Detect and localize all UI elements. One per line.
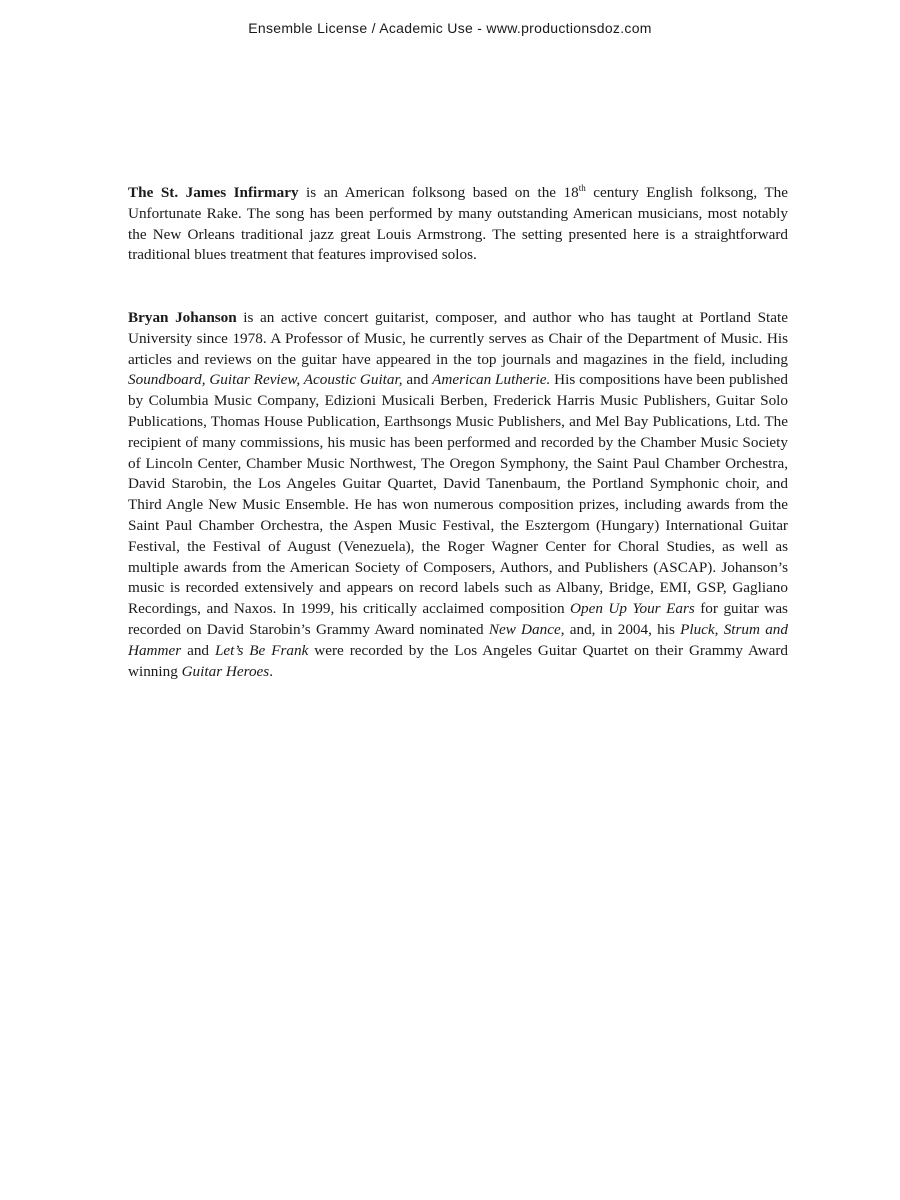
bio-italic-2: American Lutherie.	[432, 371, 551, 389]
bio-italic-1: Soundboard, Guitar Review, Acoustic Guitar,	[128, 371, 403, 389]
bio-text-7: were recorded by the Los Angeles Guitar Quartet on their Grammy Award winning	[128, 641, 788, 680]
bio-italic-4: New Dance	[488, 620, 561, 638]
bio-text-4: for guitar was recorded on David Starobin’s Grammy Award nominated	[128, 600, 788, 638]
bio-italic-6: Let’s Be Frank	[214, 641, 309, 659]
bio-text-5: , and, in 2004, his	[560, 620, 681, 638]
intro-paragraph	[128, 183, 788, 266]
bio-text-1: is an active concert guitarist, composer, and author who has taught at Portland State University since 1978. A Professor of Music, he currently serves as Chair of the Department of Music. His articles and reviews on the guitar have appeared in the top journals and magazines in the field, including	[128, 309, 788, 368]
bio-text-6: and	[181, 641, 215, 659]
bio-text-2: and	[402, 371, 433, 389]
composer-name: Bryan Johanson	[128, 309, 237, 326]
song-title: The St. James Infirmary	[128, 184, 299, 201]
ordinal-superscript: th	[578, 183, 586, 193]
bio-italic-5: Pluck, Strum and Hammer	[128, 620, 788, 659]
bio-text-3: His compositions have been published by Columbia Music Company, Edizioni Musicali Berben, Frederick Harris Music Publishers, Guitar Solo Publications, Thomas House Publication, Earthsongs Music Publishers, and Mel Bay Publications, Ltd. The recipient of many commissions, his music has been performed and recorded by the Chamber Music Society of Lincoln Center, Chamber Music Northwest, The Oregon Symphony, the Saint Paul Chamber Orchestra, David Starobin, the Los Angeles Guitar Quartet, David Tanenbaum, the Portland Symphonic choir, and Third Angle New Music Ensemble. He has won numerous composition prizes, including awards from the Saint Paul Chamber Orchestra, the Aspen Music Festival, the Esztergom (Hungary) International Guitar Festival, the Festival of August (Venezuela), the Roger Wagner Center for Choral Studies, as well as multiple awards from the American Society of Composers, Authors, and Publishers (ASCAP). Johanson’s music is recorded extensively and appears on record labels such as Albany, Bridge, EMI, GSP, Gagliano Recordings, and Naxos. In 1999, his critically acclaimed composition	[128, 371, 789, 618]
license-header: Ensemble License / Academic Use - www.productionsdoz.com	[248, 20, 652, 36]
bio-italic-7: Guitar Heroes	[181, 662, 270, 680]
bio-italic-3: Open Up Your Ears	[570, 600, 695, 618]
bio-paragraph	[128, 308, 788, 682]
intro-text-1: is an American folksong based on the 18	[298, 184, 579, 201]
bio-text-8: .	[269, 662, 273, 680]
intro-text-2: century English folksong, The Unfortunate Rake. The song has been performed by many outstanding American musicians, most notably the New Orleans traditional jazz great Louis Armstrong. The setting presented here is a straightforward traditional blues treatment that features improvised solos.	[128, 184, 788, 264]
